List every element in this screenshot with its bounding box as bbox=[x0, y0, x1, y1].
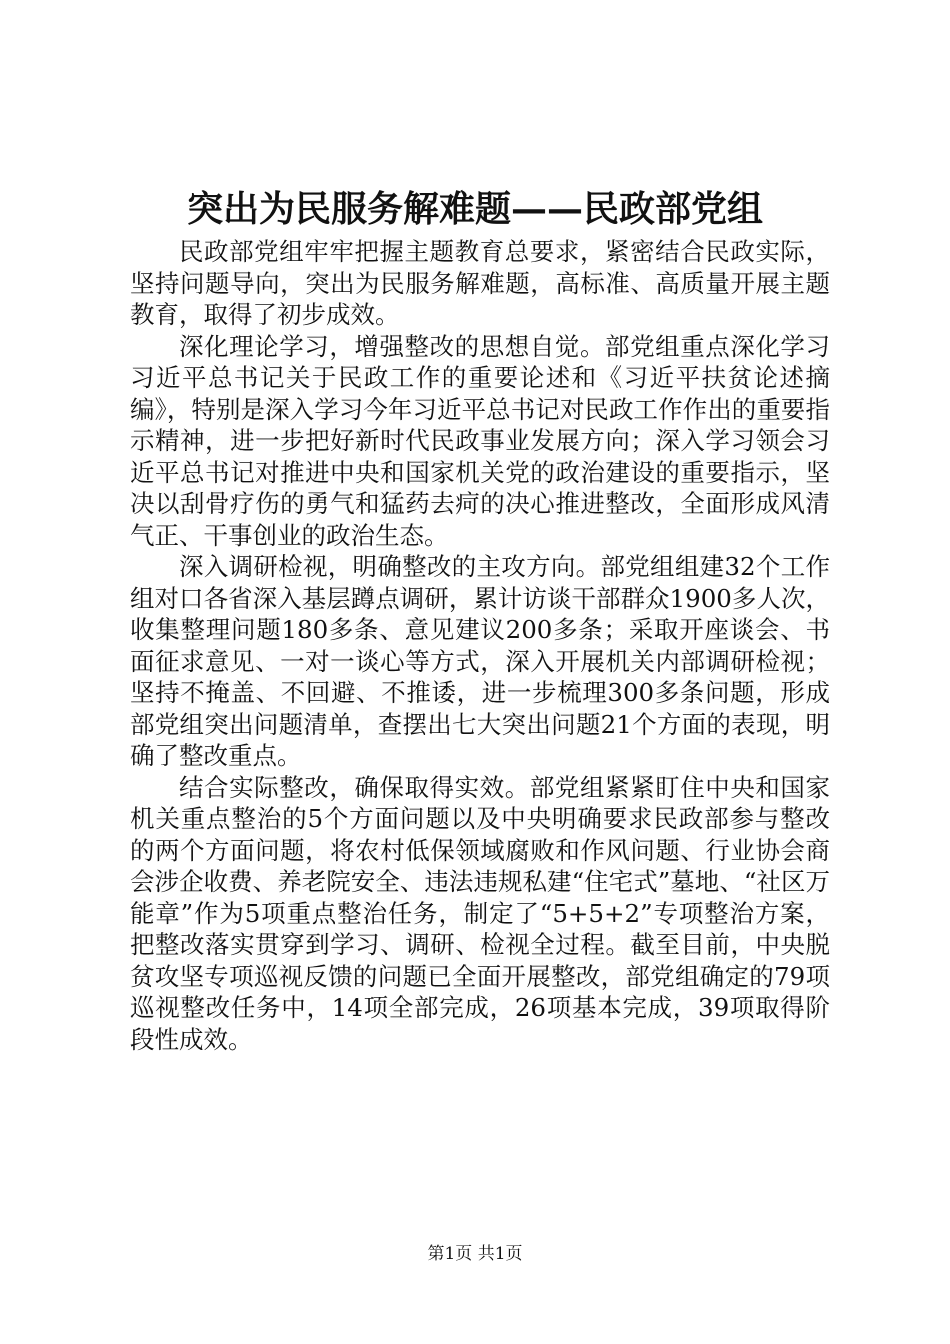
paragraph-theory-study: 深化理论学习，增强整改的思想自觉。部党组重点深化学习习近平总书记关于民政工作的重要论述和《习近平扶贫论述摘编》，特别是深入学习今年习近平总书记对民政工作作出的重要指示精神，进一步把好新时代民政事业发展方向；深入学习领会习近平总书记对推进中央和国家机关党的政治建设的重要指示，坚决以刮骨疗伤的勇气和猛药去疴的决心推进整改，全面形成风清气正、干事创业的政治生态。 bbox=[130, 331, 830, 550]
paragraph-intro: 民政部党组牢牢把握主题教育总要求，紧密结合民政实际，坚持问题导向，突出为民服务解难题，高标准、高质量开展主题教育，取得了初步成效。 bbox=[130, 237, 830, 329]
page-footer: 第1页 共1页 bbox=[427, 1244, 523, 1264]
paragraph-rectification: 结合实际整改，确保取得实效。部党组紧紧盯住中央和国家机关重点整治的5个方面问题以及中央明确要求民政部参与整改的两个方面问题，将农村低保领域腐败和作风问题、行业协会商会涉企收费、养老院安全、违法违规私建“住宅式”墓地、“社区万能章”作为5项重点整治任务，制定了“5+5+2”专项整治方案，把整改落实贯穿到学习、调研、检视全过程。截至目前，中央脱贫攻坚专项巡视反馈的问题已全面开展整改，部党组确定的79项巡视整改任务中，14项全部完成，26项基本完成，39项取得阶段性成效。 bbox=[130, 772, 830, 1054]
document-title: 突出为民服务解难题——民政部党组 bbox=[186, 188, 763, 230]
document-body bbox=[130, 236, 830, 1055]
paragraph-research: 深入调研检视，明确整改的主攻方向。部党组组建32个工作组对口各省深入基层蹲点调研，累计访谈干部群众1900多人次，收集整理问题180多条、意见建议200多条；采取开座谈会、书面征求意见、一对一谈心等方式，深入开展机关内部调研检视；坚持不掩盖、不回避、不推诿，进一步梳理300多条问题，形成部党组突出问题清单，查摆出七大突出问题21个方面的表现，明确了整改重点。 bbox=[130, 552, 830, 770]
